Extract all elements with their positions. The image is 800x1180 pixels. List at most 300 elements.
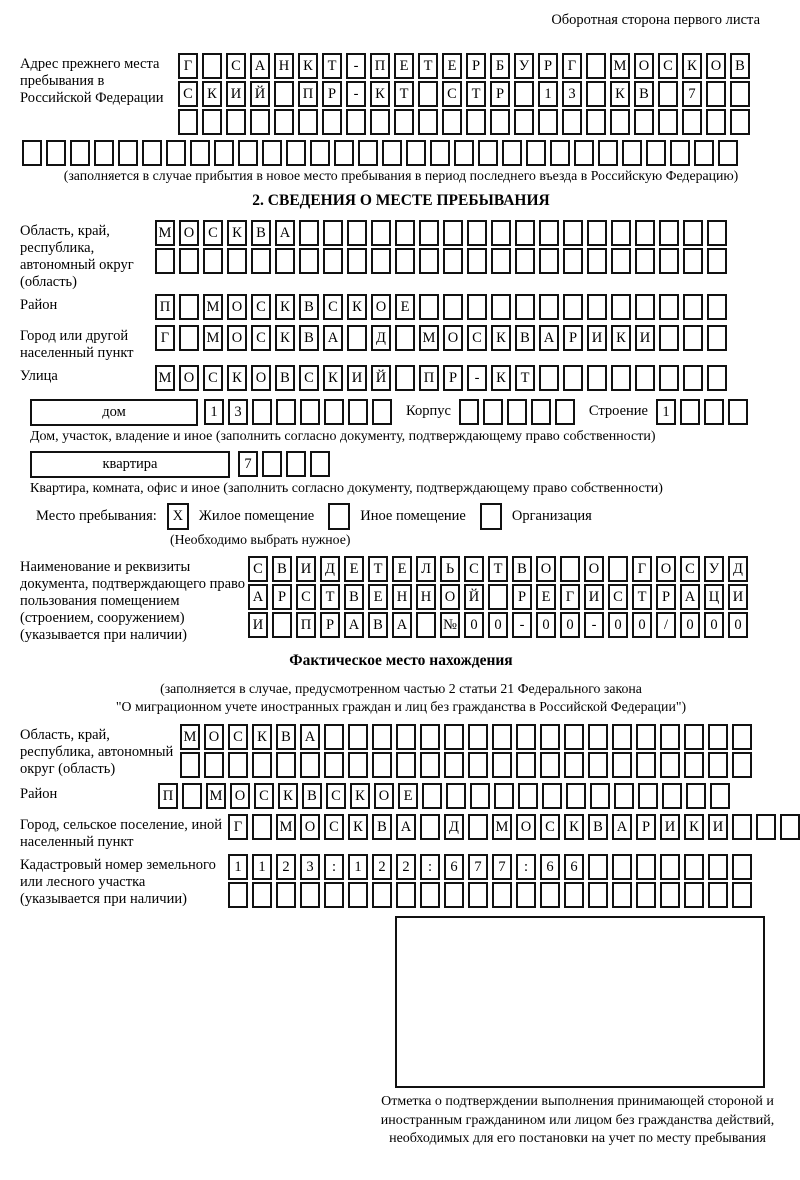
char-cell: А bbox=[539, 325, 559, 351]
char-cell: Г bbox=[562, 53, 582, 79]
apartment-cells bbox=[238, 451, 334, 477]
char-cell bbox=[515, 294, 535, 320]
prev-address-row-1 bbox=[178, 53, 754, 79]
char-cell bbox=[395, 248, 415, 274]
char-cell bbox=[358, 140, 378, 166]
char-cell bbox=[708, 724, 728, 750]
char-cell: 1 bbox=[656, 399, 676, 425]
char-cell bbox=[612, 854, 632, 880]
char-cell: М bbox=[206, 783, 226, 809]
char-cell: К bbox=[227, 220, 247, 246]
char-cell: К bbox=[350, 783, 370, 809]
char-cell bbox=[683, 294, 703, 320]
char-cell: В bbox=[512, 556, 532, 582]
char-cell bbox=[563, 220, 583, 246]
char-cell: И bbox=[296, 556, 316, 582]
char-cell: С bbox=[226, 53, 246, 79]
char-cell bbox=[228, 882, 248, 908]
char-cell: Г bbox=[632, 556, 652, 582]
char-cell bbox=[396, 882, 416, 908]
char-cell bbox=[564, 724, 584, 750]
char-cell: И bbox=[248, 612, 268, 638]
char-cell: В bbox=[299, 294, 319, 320]
char-cell: С bbox=[680, 556, 700, 582]
char-cell: 1 bbox=[204, 399, 224, 425]
char-cell bbox=[238, 140, 258, 166]
cadastral-row-1 bbox=[228, 854, 756, 880]
house-box: дом bbox=[30, 399, 198, 426]
char-cell: С bbox=[203, 365, 223, 391]
char-cell: Г bbox=[228, 814, 248, 840]
char-cell bbox=[660, 882, 680, 908]
char-cell bbox=[622, 140, 642, 166]
char-cell: П bbox=[155, 294, 175, 320]
char-cell: А bbox=[323, 325, 343, 351]
char-cell bbox=[250, 109, 270, 135]
char-cell bbox=[707, 294, 727, 320]
char-cell: А bbox=[344, 612, 364, 638]
char-cell bbox=[658, 109, 678, 135]
city-row bbox=[155, 325, 731, 351]
char-cell bbox=[488, 584, 508, 610]
char-cell: К bbox=[252, 724, 272, 750]
cadastral-field bbox=[20, 854, 782, 910]
fact-city-row bbox=[228, 814, 800, 840]
char-cell bbox=[406, 140, 426, 166]
char-cell bbox=[680, 399, 700, 425]
char-cell bbox=[611, 220, 631, 246]
char-cell bbox=[563, 248, 583, 274]
char-cell bbox=[494, 783, 514, 809]
house-cells bbox=[204, 399, 396, 425]
char-cell bbox=[467, 248, 487, 274]
fact-region-label: Область, край, республика, автономный округ (область) bbox=[20, 727, 174, 777]
char-cell bbox=[586, 53, 606, 79]
char-cell: П bbox=[370, 53, 390, 79]
char-cell bbox=[347, 325, 367, 351]
char-cell: - bbox=[512, 612, 532, 638]
actual-location-note-2: "О миграционном учете иностранных граждан и лиц без гражданства в Российской Федерации") bbox=[115, 699, 687, 714]
char-cell: М bbox=[610, 53, 630, 79]
char-cell bbox=[555, 399, 575, 425]
char-cell: 1 bbox=[538, 81, 558, 107]
fact-district-row bbox=[158, 783, 734, 809]
char-cell bbox=[444, 882, 464, 908]
city-label: Город или другой населенный пункт bbox=[20, 328, 134, 361]
house-row bbox=[30, 399, 782, 427]
char-cell bbox=[179, 325, 199, 351]
char-cell: А bbox=[612, 814, 632, 840]
checkbox-zhiloe: X bbox=[167, 503, 189, 530]
char-cell bbox=[612, 882, 632, 908]
char-cell: И bbox=[708, 814, 728, 840]
cadastral-label: Кадастровый номер земельного или лесного участка (указывается при наличии) bbox=[20, 857, 216, 907]
char-cell bbox=[394, 109, 414, 135]
char-cell bbox=[694, 140, 714, 166]
char-cell: О bbox=[179, 220, 199, 246]
char-cell: - bbox=[584, 612, 604, 638]
char-cell bbox=[468, 814, 488, 840]
char-cell bbox=[490, 109, 510, 135]
char-cell bbox=[614, 783, 634, 809]
char-cell: 6 bbox=[444, 854, 464, 880]
char-cell: - bbox=[467, 365, 487, 391]
char-cell: Д bbox=[320, 556, 340, 582]
char-cell: А bbox=[396, 814, 416, 840]
char-cell: А bbox=[275, 220, 295, 246]
char-cell: В bbox=[251, 220, 271, 246]
city-field bbox=[20, 325, 782, 362]
char-cell bbox=[586, 81, 606, 107]
char-cell: П bbox=[419, 365, 439, 391]
char-cell: И bbox=[635, 325, 655, 351]
char-cell bbox=[430, 140, 450, 166]
prev-address-row-4 bbox=[22, 140, 782, 166]
char-cell: Б bbox=[490, 53, 510, 79]
char-cell: С bbox=[178, 81, 198, 107]
section2-title: 2. СВЕДЕНИЯ О МЕСТЕ ПРЕБЫВАНИЯ bbox=[252, 192, 550, 209]
char-cell bbox=[562, 109, 582, 135]
char-cell: А bbox=[392, 612, 412, 638]
char-cell bbox=[682, 109, 702, 135]
char-cell bbox=[732, 854, 752, 880]
char-cell bbox=[468, 724, 488, 750]
char-cell: Ц bbox=[704, 584, 724, 610]
char-cell: Г bbox=[155, 325, 175, 351]
char-cell: Й bbox=[371, 365, 391, 391]
char-cell bbox=[518, 783, 538, 809]
char-cell: Ь bbox=[440, 556, 460, 582]
document-row-3 bbox=[248, 612, 752, 638]
char-cell: К bbox=[348, 814, 368, 840]
char-cell: Е bbox=[442, 53, 462, 79]
char-cell bbox=[155, 248, 175, 274]
char-cell bbox=[515, 220, 535, 246]
char-cell: И bbox=[660, 814, 680, 840]
char-cell bbox=[468, 752, 488, 778]
char-cell: О bbox=[371, 294, 391, 320]
region-row-1 bbox=[155, 220, 731, 246]
char-cell bbox=[396, 724, 416, 750]
char-cell bbox=[706, 109, 726, 135]
char-cell bbox=[252, 882, 272, 908]
char-cell bbox=[371, 220, 391, 246]
char-cell: И bbox=[347, 365, 367, 391]
char-cell: О bbox=[536, 556, 556, 582]
document-field bbox=[20, 556, 782, 644]
char-cell bbox=[299, 248, 319, 274]
char-cell bbox=[587, 365, 607, 391]
char-cell: О bbox=[204, 724, 224, 750]
char-cell: А bbox=[300, 724, 320, 750]
char-cell: О bbox=[230, 783, 250, 809]
char-cell bbox=[608, 556, 628, 582]
char-cell bbox=[732, 724, 752, 750]
char-cell bbox=[611, 248, 631, 274]
prev-address-row-3 bbox=[178, 109, 754, 135]
char-cell bbox=[516, 752, 536, 778]
char-cell: М bbox=[419, 325, 439, 351]
char-cell bbox=[300, 752, 320, 778]
char-cell: К bbox=[491, 325, 511, 351]
stamp-caption: Отметка о подтверждении выполнения принимающей стороной и иностранным гражданином или лицом без гражданства действий, необходимых для его постановки на учет по месту пребывания bbox=[380, 1094, 775, 1146]
char-cell: 0 bbox=[680, 612, 700, 638]
char-cell bbox=[636, 724, 656, 750]
char-cell bbox=[492, 752, 512, 778]
char-cell bbox=[588, 882, 608, 908]
char-cell bbox=[492, 882, 512, 908]
char-cell: С bbox=[254, 783, 274, 809]
char-cell bbox=[491, 248, 511, 274]
char-cell: С bbox=[467, 325, 487, 351]
char-cell bbox=[707, 220, 727, 246]
char-cell: К bbox=[202, 81, 222, 107]
char-cell bbox=[492, 724, 512, 750]
char-cell: К bbox=[227, 365, 247, 391]
char-cell bbox=[275, 248, 295, 274]
char-cell bbox=[454, 140, 474, 166]
char-cell bbox=[418, 109, 438, 135]
char-cell bbox=[444, 752, 464, 778]
char-cell bbox=[262, 140, 282, 166]
char-cell: 0 bbox=[488, 612, 508, 638]
char-cell: : bbox=[324, 854, 344, 880]
char-cell bbox=[323, 248, 343, 274]
char-cell bbox=[370, 109, 390, 135]
char-cell bbox=[683, 248, 703, 274]
char-cell bbox=[659, 248, 679, 274]
char-cell: Д bbox=[728, 556, 748, 582]
char-cell bbox=[443, 294, 463, 320]
char-cell bbox=[704, 399, 724, 425]
char-cell bbox=[226, 109, 246, 135]
char-cell bbox=[780, 814, 800, 840]
char-cell: 0 bbox=[560, 612, 580, 638]
char-cell bbox=[707, 325, 727, 351]
char-cell: К bbox=[564, 814, 584, 840]
char-cell bbox=[227, 248, 247, 274]
char-cell bbox=[540, 882, 560, 908]
char-cell bbox=[636, 854, 656, 880]
char-cell: № bbox=[440, 612, 460, 638]
char-cell: С bbox=[296, 584, 316, 610]
char-cell: С bbox=[251, 294, 271, 320]
char-cell bbox=[467, 294, 487, 320]
stay-type-row bbox=[36, 503, 782, 530]
char-cell bbox=[478, 140, 498, 166]
fact-region-field bbox=[20, 724, 782, 780]
char-cell bbox=[214, 140, 234, 166]
char-cell bbox=[180, 752, 200, 778]
char-cell bbox=[443, 248, 463, 274]
stamp-box bbox=[395, 916, 765, 1088]
char-cell: К bbox=[347, 294, 367, 320]
char-cell bbox=[274, 109, 294, 135]
char-cell: П bbox=[298, 81, 318, 107]
char-cell: С bbox=[228, 724, 248, 750]
char-cell bbox=[274, 81, 294, 107]
char-cell bbox=[286, 140, 306, 166]
char-cell bbox=[638, 783, 658, 809]
char-cell bbox=[539, 294, 559, 320]
char-cell: С bbox=[608, 584, 628, 610]
korpus-cells bbox=[459, 399, 579, 425]
char-cell bbox=[322, 109, 342, 135]
char-cell bbox=[708, 854, 728, 880]
document-row-2 bbox=[248, 584, 752, 610]
page-side-note: Оборотная сторона первого листа bbox=[551, 12, 760, 28]
char-cell bbox=[467, 220, 487, 246]
char-cell bbox=[732, 752, 752, 778]
char-cell bbox=[310, 451, 330, 477]
actual-location-title: Фактическое место нахождения bbox=[289, 652, 513, 669]
char-cell bbox=[730, 81, 750, 107]
char-cell bbox=[516, 882, 536, 908]
char-cell bbox=[526, 140, 546, 166]
char-cell bbox=[708, 882, 728, 908]
char-cell bbox=[348, 399, 368, 425]
char-cell: К bbox=[275, 294, 295, 320]
char-cell bbox=[190, 140, 210, 166]
fact-region-row-2 bbox=[180, 752, 756, 778]
char-cell: Е bbox=[398, 783, 418, 809]
char-cell bbox=[419, 294, 439, 320]
char-cell: Е bbox=[368, 584, 388, 610]
char-cell: Й bbox=[464, 584, 484, 610]
char-cell: А bbox=[250, 53, 270, 79]
char-cell bbox=[182, 783, 202, 809]
street-field bbox=[20, 365, 782, 393]
char-cell: / bbox=[656, 612, 676, 638]
char-cell bbox=[646, 140, 666, 166]
char-cell: Р bbox=[512, 584, 532, 610]
char-cell: Е bbox=[395, 294, 415, 320]
char-cell bbox=[179, 248, 199, 274]
region-row-2 bbox=[155, 248, 731, 274]
char-cell bbox=[587, 248, 607, 274]
char-cell: П bbox=[158, 783, 178, 809]
char-cell: Т bbox=[320, 584, 340, 610]
apartment-box: квартира bbox=[30, 451, 230, 478]
char-cell: О bbox=[516, 814, 536, 840]
char-cell: Р bbox=[490, 81, 510, 107]
char-cell: 7 bbox=[238, 451, 258, 477]
char-cell: Р bbox=[322, 81, 342, 107]
char-cell bbox=[348, 724, 368, 750]
char-cell: Г bbox=[560, 584, 580, 610]
char-cell: И bbox=[728, 584, 748, 610]
fact-city-field bbox=[20, 814, 782, 851]
char-cell bbox=[251, 248, 271, 274]
char-cell: О bbox=[656, 556, 676, 582]
char-cell bbox=[276, 882, 296, 908]
char-cell bbox=[730, 109, 750, 135]
char-cell bbox=[334, 140, 354, 166]
char-cell bbox=[395, 220, 415, 246]
street-row bbox=[155, 365, 731, 391]
char-cell: Н bbox=[416, 584, 436, 610]
char-cell: Р bbox=[538, 53, 558, 79]
char-cell: В bbox=[344, 584, 364, 610]
char-cell: 2 bbox=[276, 854, 296, 880]
char-cell: 1 bbox=[228, 854, 248, 880]
apartment-row bbox=[30, 451, 782, 479]
char-cell bbox=[710, 783, 730, 809]
char-cell: 6 bbox=[540, 854, 560, 880]
char-cell bbox=[732, 814, 752, 840]
char-cell: К bbox=[611, 325, 631, 351]
char-cell: Т bbox=[394, 81, 414, 107]
char-cell bbox=[590, 783, 610, 809]
cadastral-row-2 bbox=[228, 882, 756, 908]
char-cell: 6 bbox=[564, 854, 584, 880]
street-label: Улица bbox=[20, 368, 58, 384]
stroenie-cells bbox=[656, 399, 752, 425]
char-cell: 0 bbox=[608, 612, 628, 638]
char-cell bbox=[611, 365, 631, 391]
korpus-label: Корпус bbox=[406, 403, 451, 419]
char-cell: О bbox=[227, 294, 247, 320]
char-cell: М bbox=[155, 365, 175, 391]
document-row-1 bbox=[248, 556, 752, 582]
char-cell: О bbox=[227, 325, 247, 351]
char-cell: О bbox=[706, 53, 726, 79]
char-cell bbox=[563, 294, 583, 320]
char-cell bbox=[564, 882, 584, 908]
option-label-zhiloe: Жилое помещение bbox=[198, 508, 315, 524]
district-field bbox=[20, 294, 782, 322]
char-cell bbox=[348, 752, 368, 778]
char-cell bbox=[635, 248, 655, 274]
char-cell bbox=[635, 294, 655, 320]
char-cell bbox=[612, 752, 632, 778]
char-cell: В bbox=[302, 783, 322, 809]
char-cell: 2 bbox=[372, 854, 392, 880]
char-cell bbox=[684, 854, 704, 880]
char-cell bbox=[658, 81, 678, 107]
char-cell bbox=[515, 248, 535, 274]
char-cell: С bbox=[540, 814, 560, 840]
char-cell: Й bbox=[250, 81, 270, 107]
char-cell bbox=[178, 109, 198, 135]
char-cell: С bbox=[203, 220, 223, 246]
char-cell bbox=[564, 752, 584, 778]
char-cell bbox=[422, 783, 442, 809]
char-cell bbox=[587, 220, 607, 246]
char-cell bbox=[395, 365, 415, 391]
char-cell: К bbox=[323, 365, 343, 391]
prev-address-rows bbox=[178, 53, 754, 137]
char-cell: М bbox=[180, 724, 200, 750]
char-cell bbox=[587, 294, 607, 320]
char-cell bbox=[610, 109, 630, 135]
char-cell bbox=[683, 220, 703, 246]
char-cell bbox=[684, 724, 704, 750]
option-label-organizaciya: Организация bbox=[511, 508, 592, 524]
char-cell: Р bbox=[443, 365, 463, 391]
fact-district-field bbox=[20, 783, 782, 811]
char-cell bbox=[300, 399, 320, 425]
char-cell bbox=[252, 814, 272, 840]
char-cell bbox=[708, 752, 728, 778]
char-cell: В bbox=[299, 325, 319, 351]
char-cell: Р bbox=[563, 325, 583, 351]
char-cell bbox=[491, 220, 511, 246]
char-cell bbox=[252, 752, 272, 778]
char-cell: 1 bbox=[348, 854, 368, 880]
char-cell: Р bbox=[636, 814, 656, 840]
char-cell bbox=[718, 140, 738, 166]
